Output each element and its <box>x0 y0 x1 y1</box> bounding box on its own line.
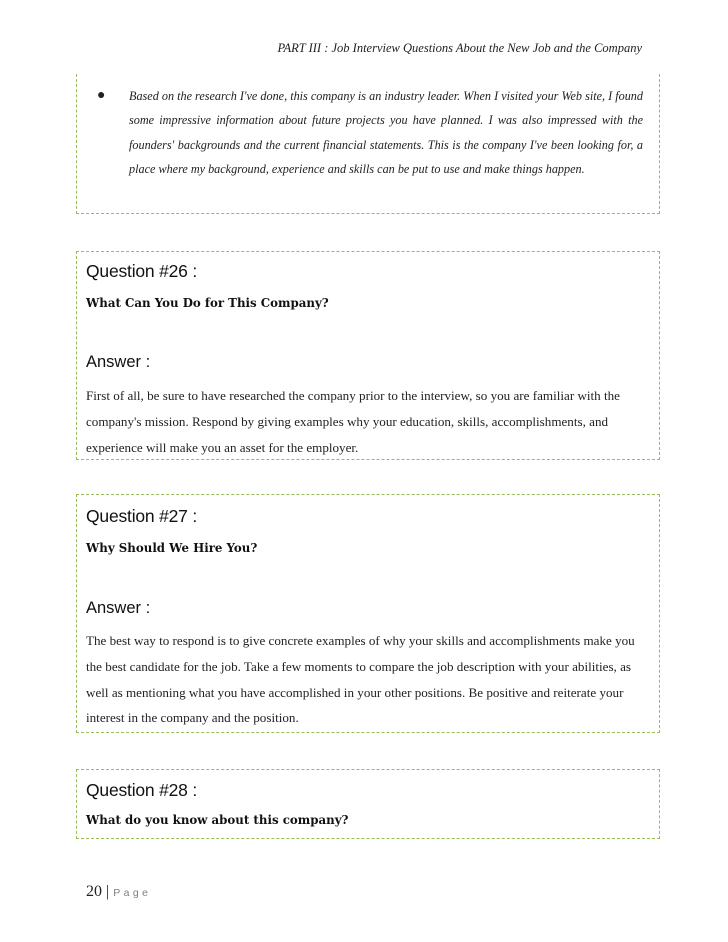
answer-text: First of all, be sure to have researched the company prior to the interview, so you are familiar with the company's mission. Respond by giving examples why your education, skills, accomplishments, and experience will make you an asset for the employer. <box>86 388 620 455</box>
page-word: Page <box>113 887 152 899</box>
question-text: Why Should We Hire You? <box>86 541 258 555</box>
bullet-item <box>97 84 643 181</box>
answer-text: The best way to respond is to give concrete examples of why your skills and accomplishments make you the best candidate for the job. Take a few moments to compare the job description with your abilities, as well as mentioning what you have accomplished in your other positions. Be positive and reiterate your interest in the company and the position. <box>86 633 635 726</box>
page-footer <box>86 883 151 901</box>
footer-separator: | <box>106 883 110 900</box>
answer-label: Answer : <box>86 353 151 371</box>
question-text: What do you know about this company? <box>86 813 349 827</box>
question-label: Question #28 : <box>86 780 198 800</box>
bullet-text: Based on the research I've done, this company is an industry leader. When I visited your Web site, I found some impressive information about future projects you have planned. I was also impressed with the founders' backgrounds and the current financial statements. This is the company I've been looking for, a place where my background, experience and skills can be put to use and make things happen. <box>129 89 643 176</box>
question-text: What Can You Do for This Company? <box>86 296 329 310</box>
bullet-dot-icon: ● <box>97 88 106 103</box>
question-label: Question #27 : <box>86 506 198 526</box>
question-box-26 <box>76 251 660 460</box>
question-box-28 <box>76 769 660 839</box>
running-header: PART III : Job Interview Questions About the New Job and the Company <box>277 41 642 55</box>
answer-label: Answer : <box>86 599 151 617</box>
page-number: 20 <box>86 883 102 900</box>
question-label: Question #26 : <box>86 261 198 281</box>
question-box-27 <box>76 494 660 733</box>
answer-continuation-box <box>76 74 660 214</box>
